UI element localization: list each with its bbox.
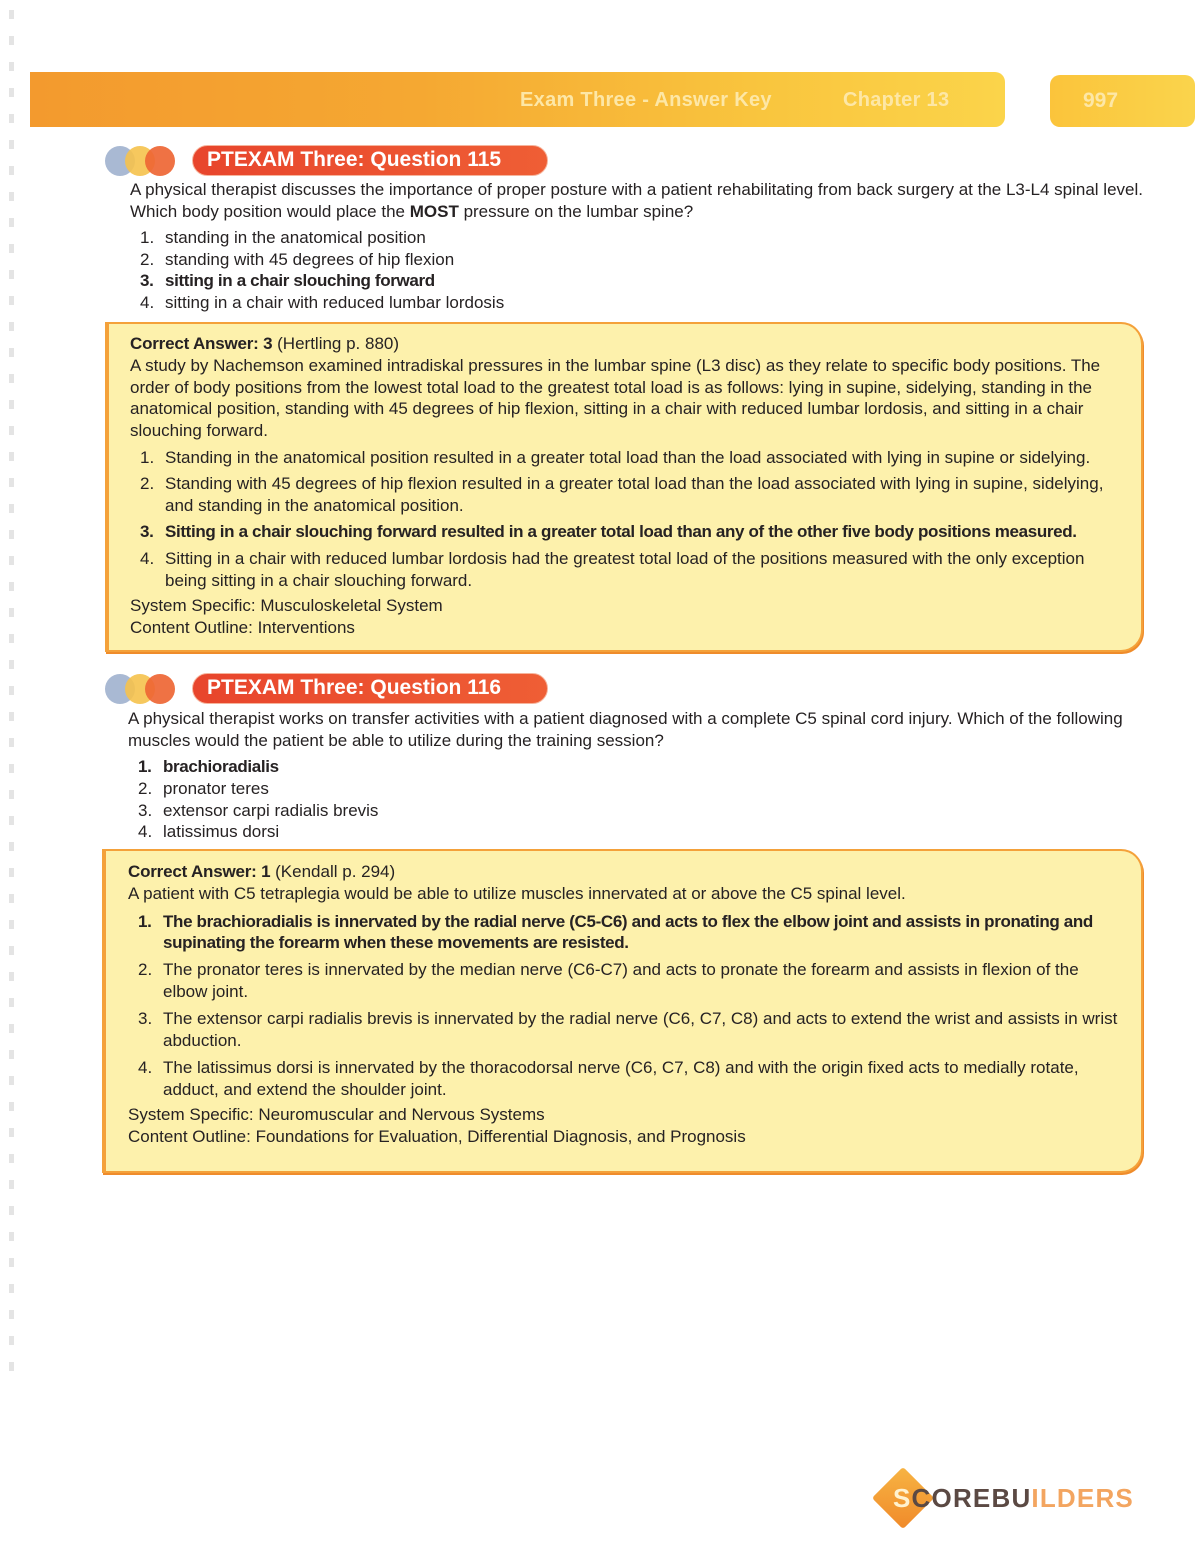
option-item (128, 778, 1128, 800)
logo-wordmark-initial: S (893, 1483, 912, 1513)
rationale-list (130, 447, 1112, 592)
correct-answer-line (128, 861, 1123, 883)
option-item (130, 227, 1130, 249)
option-text: extensor carpi radialis brevis (163, 800, 379, 820)
stem-emphasis: MOST (409, 201, 459, 221)
option-number: 1. (138, 757, 152, 777)
option-item-correct (128, 756, 1128, 778)
content-outline: Content Outline: Foundations for Evaluation, Differential Diagnosis, and Prognosis (128, 1126, 746, 1146)
publisher-logo (872, 1466, 1152, 1530)
rationale-item (130, 473, 1112, 516)
question-heading (0, 145, 1200, 176)
circle-orange-icon (145, 674, 175, 704)
option-text: standing with 45 degrees of hip flexion (165, 249, 455, 269)
rationale-item (130, 548, 1112, 591)
rationale-number: 4. (138, 1057, 153, 1077)
rationale-item (128, 959, 1123, 1002)
option-number: 4. (138, 822, 153, 842)
option-item-correct (130, 270, 1130, 292)
option-number: 3. (140, 271, 154, 291)
answer-options (130, 227, 1130, 313)
answer-reference: (Kendall p. 294) (275, 861, 396, 881)
question-heading (0, 673, 1200, 704)
question-stem: A physical therapist works on transfer activities with a patient diagnosed with a complete C5 spinal cord injury. Which of the following muscles would the patient be able to utilize during the training session? (128, 709, 1123, 750)
logo-wordmark-middle: COREBU (911, 1483, 1032, 1513)
rationale-number: 1. (140, 447, 155, 467)
rationale-text: Standing in the anatomical position resulted in a greater total load than the load associated with lying in supine or sidelying. (165, 447, 1091, 467)
rationale-text: The extensor carpi radialis brevis is innervated by the radial nerve (C6, C7, C8) and acts to extend the wrist and assists in wrist abduction. (163, 1009, 1118, 1050)
system-specific: System Specific: Musculoskeletal System (130, 596, 443, 616)
option-text: sitting in a chair with reduced lumbar lordosis (165, 292, 505, 312)
rationale-text: The pronator teres is innervated by the median nerve (C6-C7) and acts to pronate the forearm and assists in flexion of the elbow joint. (163, 960, 1079, 1001)
page-number: 997 (1083, 89, 1119, 112)
question-label-pill: PTEXAM Three: Question 116 (192, 673, 548, 704)
answer-key-box (105, 322, 1143, 653)
option-number: 4. (140, 292, 155, 312)
answer-options (128, 756, 1128, 842)
question-circles-icon (103, 144, 183, 178)
page-content (0, 145, 1200, 1173)
rationale-number: 1. (138, 911, 152, 931)
option-text: standing in the anatomical position (165, 228, 426, 248)
option-number: 2. (140, 249, 155, 269)
logo-wordmark (893, 1484, 1134, 1512)
option-item (130, 292, 1130, 314)
rationale-number: 4. (140, 548, 155, 568)
rationale-text: The brachioradialis is innervated by the radial nerve (C5-C6) and acts to flex the elbow joint and assists in pronating and supinating the forearm when these movements are resisted. (163, 911, 1093, 953)
question-label-pill: PTEXAM Three: Question 115 (192, 145, 548, 176)
option-text: latissimus dorsi (163, 822, 280, 842)
rationale-text: Standing with 45 degrees of hip flexion resulted in a greater total load than the load associated with lying in supine, sidelying, and standing in the anatomical position. (165, 474, 1104, 515)
correct-answer-label: Correct Answer: 1 (128, 861, 271, 881)
option-item (128, 800, 1128, 822)
option-number: 2. (138, 779, 153, 799)
rationale-item (128, 1008, 1123, 1051)
question-circles-icon (103, 672, 183, 706)
stem-text: A physical therapist discusses the importance of proper posture with a patient rehabilitating from back surgery at the L3-L4 spinal level. Which body position would place the (130, 180, 1143, 221)
rationale-number: 2. (138, 960, 153, 980)
rationale-item (130, 447, 1112, 469)
option-item (130, 249, 1130, 271)
option-number: 3. (138, 800, 153, 820)
answer-key-box (102, 849, 1143, 1174)
running-header-bar (30, 72, 1005, 127)
logo-wordmark-end: ILDERS (1031, 1483, 1134, 1513)
rationale-text: The latissimus dorsi is innervated by the thoracodorsal nerve (C6, C7, C8) and with the origin fixed acts to medially rotate, adduct, and extend the shoulder joint. (163, 1057, 1079, 1099)
rationale-item-correct (130, 521, 1112, 543)
question-stem (130, 179, 1145, 222)
rationale-text: Sitting in a chair with reduced lumbar lordosis had the greatest total load of the positions measured with the only exception being sitting in a chair slouching forward. (165, 548, 1085, 590)
stem-text-end: pressure on the lumbar spine? (458, 201, 694, 221)
option-text: sitting in a chair slouching forward (165, 271, 435, 291)
circle-orange-icon (145, 146, 175, 176)
running-header-title: Exam Three - Answer Key (520, 89, 772, 111)
answer-explanation: A patient with C5 tetraplegia would be able to utilize muscles innervated at or above the C5 spinal level. (128, 884, 906, 904)
page-number-tab (1050, 75, 1195, 127)
correct-answer-line (130, 333, 1112, 355)
rationale-text: Sitting in a chair slouching forward resulted in a greater total load than any of the other five body positions measured. (165, 522, 1077, 542)
answer-reference: (Hertling p. 880) (277, 333, 400, 353)
option-item (128, 821, 1128, 843)
system-specific: System Specific: Neuromuscular and Nervous Systems (128, 1105, 545, 1125)
correct-answer-label: Correct Answer: 3 (130, 333, 273, 353)
running-header-chapter: Chapter 13 (843, 89, 950, 111)
content-outline: Content Outline: Interventions (130, 617, 355, 637)
answer-explanation: A study by Nachemson examined intradiskal pressures in the lumbar spine (L3 disc) as they relate to specific body positions. The order of body positions from the lowest total load to the greatest total load is as follows: lying in supine, sidelying, standing in the anatomical position, standing with 45 degrees of hip flexion, sitting in a chair with reduced lumbar lordosis, and sitting in a chair slouching forward. (130, 356, 1101, 440)
rationale-list (128, 911, 1123, 1101)
rationale-number: 2. (140, 474, 155, 494)
rationale-item-correct (128, 911, 1123, 954)
rationale-number: 3. (140, 522, 154, 542)
option-text: pronator teres (163, 779, 269, 799)
rationale-number: 3. (138, 1009, 153, 1029)
option-number: 1. (140, 228, 155, 248)
rationale-item (128, 1057, 1123, 1100)
option-text: brachioradialis (163, 757, 279, 777)
